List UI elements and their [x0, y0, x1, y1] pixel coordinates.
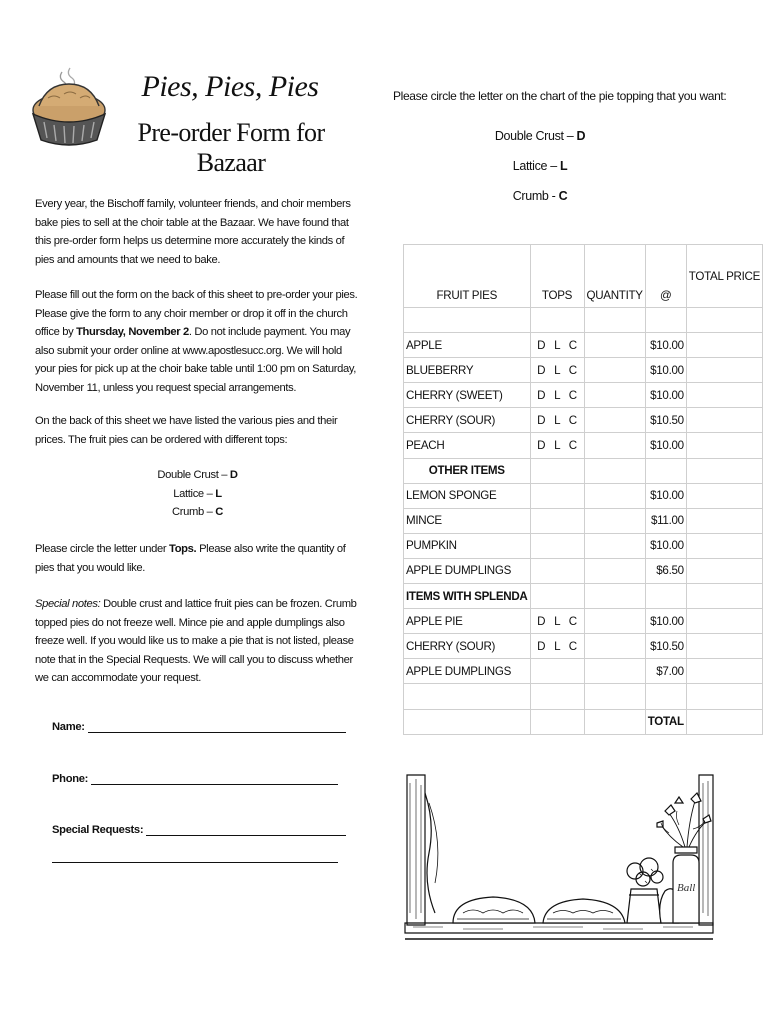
circle-paragraph [35, 540, 360, 577]
total-price-cell[interactable] [686, 333, 762, 358]
legend-letter: C [215, 506, 223, 518]
total-price-cell[interactable] [686, 634, 762, 659]
item-cell [404, 709, 531, 734]
instructions-paragraph [35, 286, 360, 397]
price-cell: $10.00 [645, 609, 686, 634]
deadline-date: Thursday, November 2 [76, 326, 189, 338]
item-cell: MINCE [404, 508, 531, 533]
total-price-cell[interactable] [686, 358, 762, 383]
legend-letter: L [215, 487, 222, 500]
legend-label: Crumb – [172, 506, 216, 518]
quantity-cell [584, 709, 645, 734]
header-fruit-pies: FRUIT PIES [404, 245, 531, 308]
instructions-text-a: Please fill out the form on the back of this sheet to pre-order your pies. Please give the form to any choir member or drop it off in the church office by [35, 289, 358, 338]
item-cell: APPLE DUMPLINGS [404, 558, 531, 583]
total-price-cell [686, 308, 762, 333]
table-row [404, 558, 763, 583]
table-section-row [404, 458, 763, 483]
item-cell: PEACH [404, 433, 531, 458]
table-row [404, 408, 763, 433]
legend-label: Double Crust – [157, 469, 230, 481]
legend-item [35, 466, 360, 485]
item-cell: BLUEBERRY [404, 358, 531, 383]
tops-cell [530, 684, 584, 709]
kitchen-window-illustration [403, 773, 716, 945]
pie-illustration [28, 64, 110, 150]
tops-cell[interactable]: D L C [530, 609, 584, 634]
price-cell [645, 458, 686, 483]
quantity-cell[interactable] [584, 609, 645, 634]
tops-paragraph: On the back of this sheet we have listed the various pies and their prices. The fruit pies can be ordered with different tops: [35, 415, 338, 446]
legend-letter: L [559, 159, 568, 173]
special-notes-paragraph [35, 595, 360, 688]
tops-legend-left [35, 466, 360, 522]
instructions-text-b: . Do not include payment. You may also submit your order online at www.apostlesucc.org. We will hold your pies for pick up at the choir bake table until 1:00 pm on Saturday, November 11, unless you request special arrangements. [35, 326, 356, 394]
quantity-cell[interactable] [584, 533, 645, 558]
table-row [404, 634, 763, 659]
table-row [404, 483, 763, 508]
table-row [404, 609, 763, 634]
special-requests-input-line-2[interactable] [52, 862, 338, 863]
tops-cell [530, 458, 584, 483]
tops-cell[interactable]: D L C [530, 634, 584, 659]
item-cell: OTHER ITEMS [404, 458, 531, 483]
quantity-cell [584, 458, 645, 483]
item-cell: PUMPKIN [404, 533, 531, 558]
tops-cell[interactable]: D L C [530, 333, 584, 358]
tops-cell [530, 558, 584, 583]
phone-field[interactable] [52, 773, 338, 785]
price-cell: $10.00 [645, 433, 686, 458]
price-cell: $10.50 [645, 408, 686, 433]
table-row [404, 684, 763, 709]
quantity-cell[interactable] [584, 358, 645, 383]
quantity-cell [584, 584, 645, 609]
total-price-cell[interactable] [686, 533, 762, 558]
legend-label: Double Crust – [494, 129, 577, 143]
legend-letter: C [558, 189, 568, 203]
table-row [404, 358, 763, 383]
item-cell [404, 684, 531, 709]
phone-label: Phone: [52, 773, 89, 785]
table-section-row [404, 584, 763, 609]
total-price-cell [686, 584, 762, 609]
total-price-cell[interactable] [686, 709, 762, 734]
table-total-row [404, 709, 763, 734]
page-subtitle: Pre-order Form for Bazaar [137, 118, 325, 177]
tops-word: Tops. [169, 543, 197, 555]
tops-cell [530, 308, 584, 333]
name-input-line[interactable] [88, 721, 346, 733]
special-requests-field[interactable] [52, 824, 346, 836]
quantity-cell[interactable] [584, 659, 645, 684]
total-price-cell[interactable] [686, 433, 762, 458]
price-cell [645, 584, 686, 609]
total-price-cell[interactable] [686, 508, 762, 533]
item-cell: APPLE PIE [404, 609, 531, 634]
table-row [404, 383, 763, 408]
total-price-cell[interactable] [686, 609, 762, 634]
price-cell: $11.00 [645, 508, 686, 533]
legend-letter: D [576, 129, 586, 143]
tops-cell[interactable]: D L C [530, 408, 584, 433]
quantity-cell[interactable] [584, 433, 645, 458]
header-total-price: TOTAL PRICE [686, 245, 762, 308]
special-requests-label: Special Requests: [52, 824, 144, 836]
quantity-cell [584, 308, 645, 333]
price-cell: $10.00 [645, 333, 686, 358]
quantity-cell[interactable] [584, 558, 645, 583]
quantity-cell[interactable] [584, 508, 645, 533]
legend-item [440, 159, 640, 173]
item-cell: CHERRY (SOUR) [404, 634, 531, 659]
price-cell: $10.50 [645, 634, 686, 659]
tops-cell [530, 533, 584, 558]
quantity-cell [584, 684, 645, 709]
price-cell: $10.00 [645, 533, 686, 558]
circle-text-a: Please circle the letter under [35, 543, 170, 555]
item-cell: CHERRY (SWEET) [404, 383, 531, 408]
special-requests-input-line[interactable] [146, 824, 346, 836]
order-table [403, 244, 763, 735]
tops-cell [530, 584, 584, 609]
total-price-cell[interactable] [686, 383, 762, 408]
total-price-cell[interactable] [686, 558, 762, 583]
price-cell: $10.00 [645, 383, 686, 408]
table-row [404, 533, 763, 558]
total-price-cell[interactable] [686, 408, 762, 433]
item-cell: APPLE DUMPLINGS [404, 659, 531, 684]
item-cell: LEMON SPONGE [404, 483, 531, 508]
header-tops: TOPS [530, 245, 584, 308]
tops-cell[interactable]: D L C [530, 383, 584, 408]
circle-text-b: Please also write the quantity of pies that you would like. [35, 543, 346, 574]
item-cell: CHERRY (SOUR) [404, 408, 531, 433]
table-row [404, 508, 763, 533]
name-label: Name: [52, 721, 85, 733]
total-price-cell [686, 458, 762, 483]
header-at: @ [645, 245, 686, 308]
item-cell [404, 308, 531, 333]
price-cell [645, 684, 686, 709]
price-cell: $7.00 [645, 659, 686, 684]
price-cell: $6.50 [645, 558, 686, 583]
phone-input-line[interactable] [91, 773, 338, 785]
intro-paragraph: Every year, the Bischoff family, volunteer friends, and choir members bake pies to sell at the choir table at the Bazaar. We have found that this pre-order form helps us determine more accurately the kinds of pies and amounts that we need to bake. [35, 198, 351, 266]
special-notes-text: Double crust and lattice fruit pies can be frozen. Crumb topped pies do not freeze well. Mince pie and apple dumplings also freeze well. If you would like us to make a pie that is not listed, please note that in the Special Requests. We will call you to discuss whether we can accommodate your request. [35, 598, 357, 684]
price-cell: $10.00 [645, 483, 686, 508]
total-price-cell[interactable] [686, 483, 762, 508]
legend-item [35, 485, 360, 504]
svg-text:Ball: Ball [677, 882, 696, 894]
total-price-cell [686, 684, 762, 709]
tops-cell [530, 483, 584, 508]
tops-cell[interactable]: D L C [530, 358, 584, 383]
header-quantity: QUANTITY [584, 245, 645, 308]
total-price-cell[interactable] [686, 659, 762, 684]
table-row [404, 308, 763, 333]
item-cell: ITEMS WITH SPLENDA [404, 584, 531, 609]
table-row [404, 333, 763, 358]
tops-cell [530, 659, 584, 684]
right-instruction: Please circle the letter on the chart of the pie topping that you want: [393, 89, 727, 103]
legend-label: Lattice – [512, 159, 560, 173]
legend-label: Crumb - [512, 189, 559, 203]
tops-cell [530, 709, 584, 734]
quantity-cell[interactable] [584, 333, 645, 358]
page-title: Pies, Pies, Pies [141, 70, 319, 103]
item-cell: APPLE [404, 333, 531, 358]
table-row [404, 659, 763, 684]
quantity-cell[interactable] [584, 408, 645, 433]
tops-cell [530, 508, 584, 533]
name-field[interactable] [52, 721, 346, 733]
legend-label: Lattice – [173, 487, 216, 500]
legend-item [440, 189, 640, 203]
price-cell: TOTAL [645, 709, 686, 734]
quantity-cell[interactable] [584, 383, 645, 408]
quantity-cell[interactable] [584, 634, 645, 659]
special-notes-label: Special notes: [35, 598, 101, 610]
tops-cell[interactable]: D L C [530, 433, 584, 458]
table-header-row [404, 245, 763, 308]
quantity-cell[interactable] [584, 483, 645, 508]
legend-item [440, 129, 640, 143]
table-row [404, 433, 763, 458]
legend-letter: D [229, 469, 238, 481]
price-cell: $10.00 [645, 358, 686, 383]
legend-item [35, 503, 360, 522]
price-cell [645, 308, 686, 333]
